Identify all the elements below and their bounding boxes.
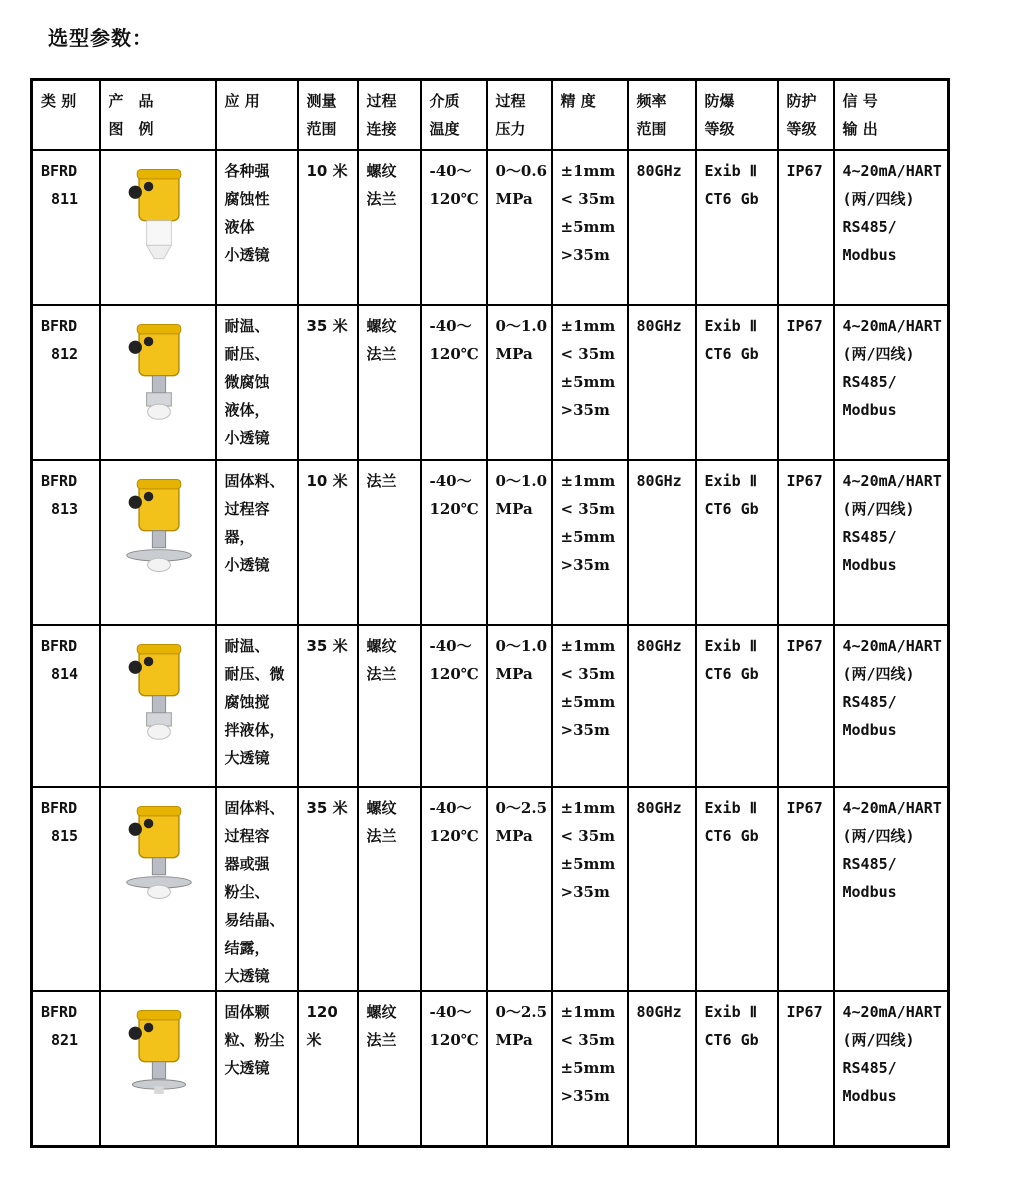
cell-pressure: 0～1.0 MPa [487,305,552,460]
table-row [32,150,949,305]
cell-accuracy: ±1mm < 35m ±5mm >35m [552,150,628,305]
table-row [32,460,949,625]
header-temperature: 介质 温度 [421,80,487,150]
cell-range: 120 米 [298,991,358,1147]
cell-protection: IP67 [778,625,834,787]
header-accuracy: 精 度 [552,80,628,150]
cell-model: BFRD 812 [32,305,100,460]
cell-connection: 螺纹 法兰 [358,625,421,787]
header-range: 测量 范围 [298,80,358,150]
cell-model: BFRD 811 [32,150,100,305]
cell-pressure: 0～2.5 MPa [487,787,552,991]
cell-connection: 螺纹 法兰 [358,787,421,991]
cell-model: BFRD 821 [32,991,100,1147]
cell-pressure: 0～0.6 MPa [487,150,552,305]
cell-frequency: 80GHz [628,150,696,305]
cell-protection: IP67 [778,787,834,991]
radar-sensor-icon [109,636,209,744]
cell-application: 各种强 腐蚀性 液体 小透镜 [216,150,298,305]
page-title: 选型参数： [48,26,153,50]
cell-signal: 4~20mA/HART (两/四线) RS485/ Modbus [834,991,949,1147]
cell-temperature: -40～ 120℃ [421,991,487,1147]
cell-frequency: 80GHz [628,625,696,787]
cell-explosion: Exib Ⅱ CT6 Gb [696,625,778,787]
radar-sensor-icon [109,1002,209,1110]
header-category: 类 别 [32,80,100,150]
radar-sensor-icon [109,161,209,269]
cell-temperature: -40～ 120℃ [421,625,487,787]
cell-range: 10 米 [298,150,358,305]
header-protection: 防护 等级 [778,80,834,150]
cell-signal: 4~20mA/HART (两/四线) RS485/ Modbus [834,460,949,625]
cell-product-image [100,625,216,787]
radar-sensor-icon [109,798,209,906]
cell-application: 固体颗 粒、粉尘 大透镜 [216,991,298,1147]
header-signal: 信 号 输 出 [834,80,949,150]
cell-signal: 4~20mA/HART (两/四线) RS485/ Modbus [834,150,949,305]
cell-application: 固体料、 过程容 器， 小透镜 [216,460,298,625]
cell-protection: IP67 [778,991,834,1147]
cell-accuracy: ±1mm < 35m ±5mm >35m [552,305,628,460]
cell-temperature: -40～ 120℃ [421,787,487,991]
radar-sensor-icon [109,471,209,579]
cell-explosion: Exib Ⅱ CT6 Gb [696,460,778,625]
cell-explosion: Exib Ⅱ CT6 Gb [696,787,778,991]
header-application: 应 用 [216,80,298,150]
cell-signal: 4~20mA/HART (两/四线) RS485/ Modbus [834,787,949,991]
cell-signal: 4~20mA/HART (两/四线) RS485/ Modbus [834,625,949,787]
cell-connection: 法兰 [358,460,421,625]
cell-signal: 4~20mA/HART (两/四线) RS485/ Modbus [834,305,949,460]
cell-temperature: -40～ 120℃ [421,460,487,625]
cell-product-image [100,305,216,460]
table-row [32,625,949,787]
table-row [32,787,949,991]
cell-explosion: Exib Ⅱ CT6 Gb [696,991,778,1147]
cell-protection: IP67 [778,150,834,305]
header-product-image: 产 品 图 例 [100,80,216,150]
cell-explosion: Exib Ⅱ CT6 Gb [696,150,778,305]
header-connection: 过程 连接 [358,80,421,150]
cell-application: 耐温、 耐压、微 腐蚀搅 拌液体， 大透镜 [216,625,298,787]
cell-temperature: -40～ 120℃ [421,305,487,460]
cell-model: BFRD 813 [32,460,100,625]
cell-protection: IP67 [778,460,834,625]
cell-protection: IP67 [778,305,834,460]
header-pressure: 过程 压力 [487,80,552,150]
cell-product-image [100,991,216,1147]
cell-temperature: -40～ 120℃ [421,150,487,305]
cell-accuracy: ±1mm < 35m ±5mm >35m [552,625,628,787]
radar-sensor-icon [109,316,209,424]
cell-model: BFRD 815 [32,787,100,991]
cell-range: 10 米 [298,460,358,625]
cell-connection: 螺纹 法兰 [358,991,421,1147]
table-header-row [32,80,949,150]
cell-frequency: 80GHz [628,991,696,1147]
cell-product-image [100,460,216,625]
cell-accuracy: ±1mm < 35m ±5mm >35m [552,991,628,1147]
spec-table [30,78,950,1148]
table-row [32,305,949,460]
cell-explosion: Exib Ⅱ CT6 Gb [696,305,778,460]
cell-application: 固体料、 过程容 器或强 粉尘、 易结晶、 结露， 大透镜 [216,787,298,991]
cell-range: 35 米 [298,305,358,460]
cell-range: 35 米 [298,625,358,787]
cell-pressure: 0～2.5 MPa [487,991,552,1147]
cell-model: BFRD 814 [32,625,100,787]
cell-frequency: 80GHz [628,305,696,460]
cell-product-image [100,150,216,305]
table-row [32,991,949,1147]
cell-application: 耐温、 耐压、 微腐蚀 液体， 小透镜 [216,305,298,460]
cell-pressure: 0～1.0 MPa [487,460,552,625]
cell-pressure: 0～1.0 MPa [487,625,552,787]
cell-range: 35 米 [298,787,358,991]
cell-frequency: 80GHz [628,787,696,991]
header-explosion: 防爆 等级 [696,80,778,150]
cell-connection: 螺纹 法兰 [358,305,421,460]
cell-product-image [100,787,216,991]
cell-frequency: 80GHz [628,460,696,625]
cell-accuracy: ±1mm < 35m ±5mm >35m [552,460,628,625]
cell-connection: 螺纹 法兰 [358,150,421,305]
header-frequency: 频率 范围 [628,80,696,150]
cell-accuracy: ±1mm < 35m ±5mm >35m [552,787,628,991]
